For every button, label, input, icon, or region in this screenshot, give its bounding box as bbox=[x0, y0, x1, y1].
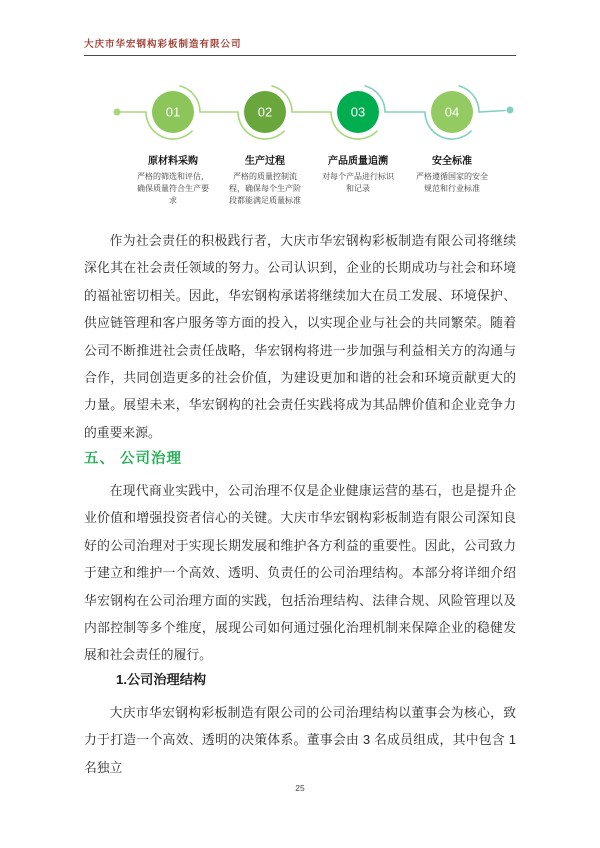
section-heading-corporate-governance: 五、 公司治理 bbox=[84, 451, 183, 467]
diagram-end-dot bbox=[507, 107, 514, 114]
step4-label bbox=[404, 152, 500, 195]
diagram-start-dot bbox=[114, 109, 121, 116]
step3-label bbox=[310, 152, 406, 195]
step2-title: 生产过程 bbox=[245, 156, 285, 167]
step4-description: 严格遵循国家的安全规范和行业标准 bbox=[416, 172, 488, 193]
step2-number: 02 bbox=[257, 104, 273, 120]
step4-number: 04 bbox=[444, 104, 460, 120]
step1-label bbox=[125, 152, 221, 207]
sub-heading-governance-structure: 1.公司治理结构 bbox=[116, 672, 207, 687]
page-number: 25 bbox=[295, 783, 305, 793]
step3-title: 产品质量追溯 bbox=[328, 156, 388, 167]
step2-description: 严格的质量控制流程，确保每个生产阶段都能满足质量标准 bbox=[229, 172, 301, 205]
step3-description: 对每个产品进行标识和记录 bbox=[322, 172, 394, 193]
step2-label bbox=[217, 152, 313, 207]
paragraph-board-structure: 大庆市华宏钢构彩板制造有限公司的公司治理结构以董事会为核心，致力于打造一个高效、透明的决策体系。董事会由 3 名成员组成，其中包含 1 名独立 bbox=[84, 705, 516, 775]
step1-number: 01 bbox=[165, 104, 181, 120]
process-step-labels bbox=[84, 152, 516, 228]
paragraph-governance-intro: 在现代商业实践中，公司治理不仅是企业健康运营的基石，也是提升企业价值和增强投资者信心的关键。大庆市华宏钢构彩板制造有限公司深知良好的公司治理对于实现长期发展和维护各方利益的重要性。因此，公司致力于建立和维护一个高效、透明、负责任的公司治理结构。本部分将详细介绍华宏钢构在公司治理方面的实践，包括治理结构、法律合规、风险管理以及内部控制等多个维度，展现公司如何通过强化治理机制来保障企业的稳健发展和社会责任的履行。 bbox=[84, 483, 516, 663]
process-diagram-graphic bbox=[84, 80, 516, 152]
step4-title: 安全标准 bbox=[432, 156, 472, 167]
step1-description: 严格的筛选和评估，确保质量符合生产要求 bbox=[137, 172, 209, 205]
header-divider-line bbox=[84, 55, 516, 56]
process-diagram bbox=[84, 80, 516, 152]
step1-title: 原材料采购 bbox=[148, 156, 198, 167]
step3-number: 03 bbox=[350, 104, 366, 120]
document-header-company-name: 大庆市华宏钢构彩板制造有限公司 bbox=[84, 39, 242, 50]
paragraph-social-responsibility: 作为社会责任的积极践行者，大庆市华宏钢构彩板制造有限公司将继续深化其在社会责任领域的努力。公司认识到，企业的长期成功与社会和环境的福祉密切相关。因此，华宏钢构承诺将继续加大在员工发展、环境保护、供应链管理和客户服务等方面的投入，以实现企业与社会的共同繁荣。随着公司不断推进社会责任战略，华宏钢构将进一步加强与利益相关方的沟通与合作，共同创造更多的社会价值，为建设更加和谐的社会和环境贡献更大的力量。展望未来，华宏钢构的社会责任实践将成为其品牌价值和企业竞争力的重要来源。 bbox=[84, 233, 516, 440]
